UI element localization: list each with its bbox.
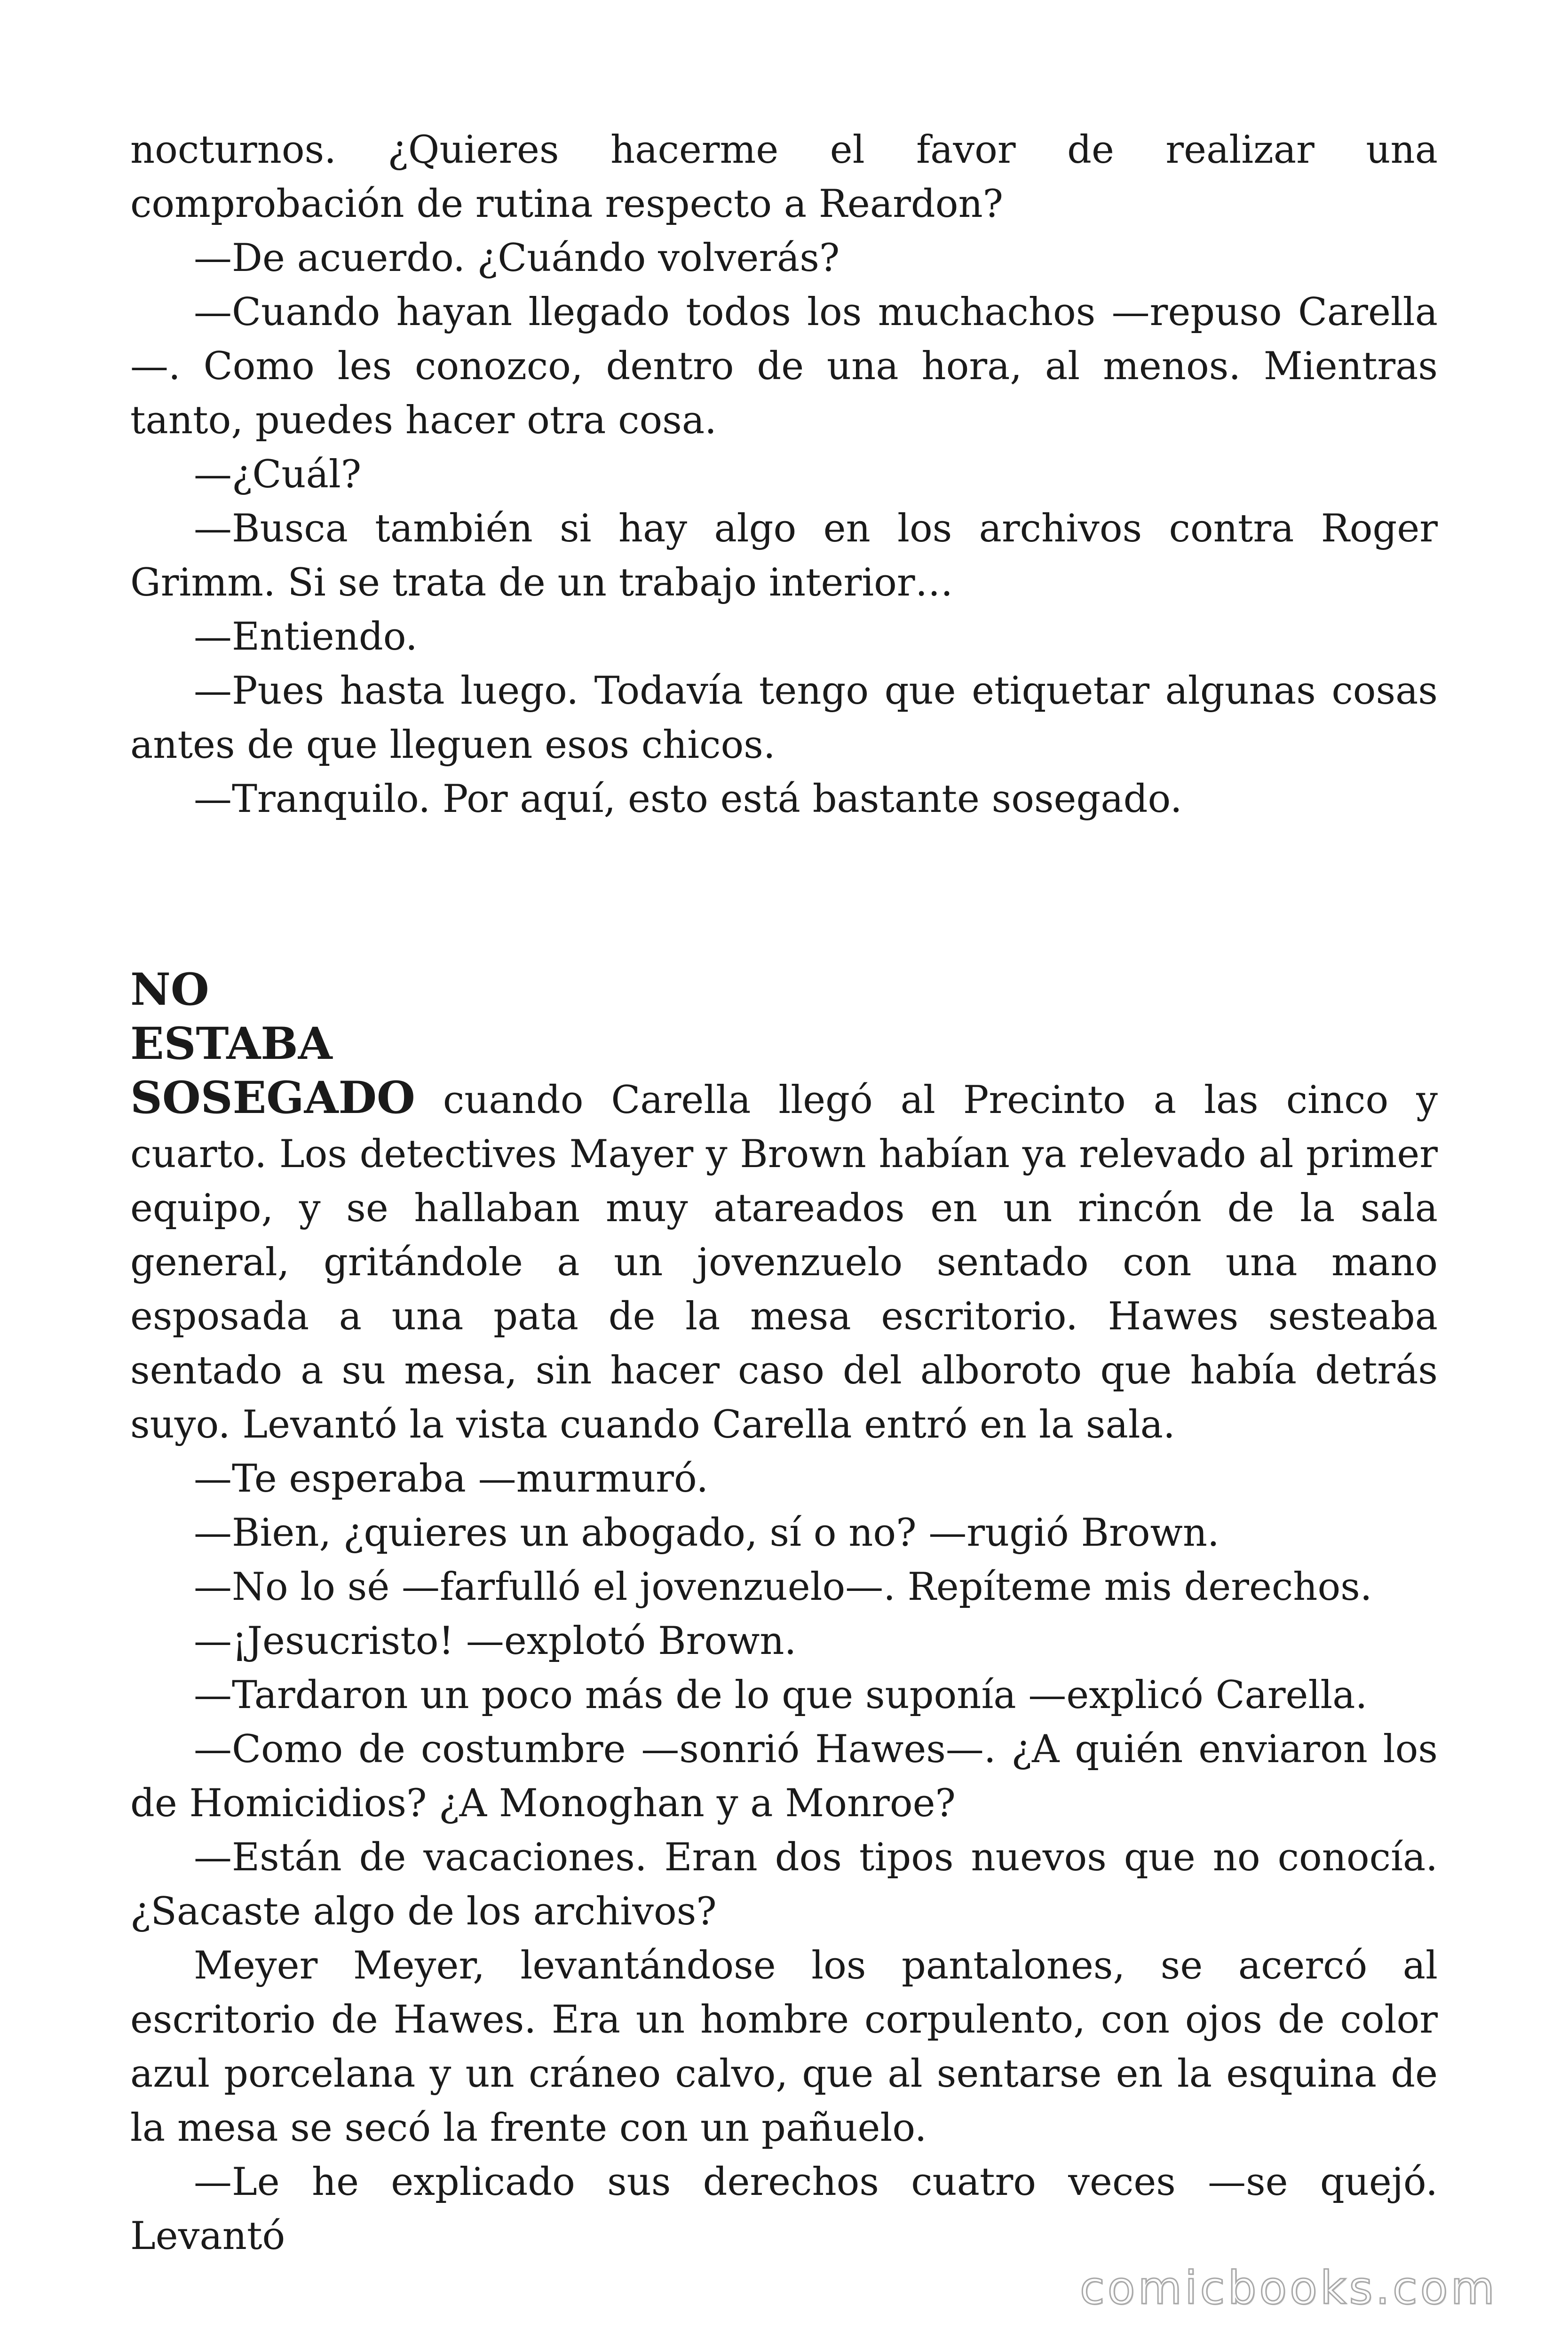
- paragraph: —Busca también si hay algo en los archivos contra Roger Grimm. Si se trata de un trabajo interior…: [130, 507, 1438, 605]
- section-heading-inline: SOSEGADO: [130, 1072, 415, 1124]
- paragraph: —Entiendo.: [194, 615, 418, 659]
- section-two: [130, 963, 1438, 2264]
- paragraph: —Están de vacaciones. Eran dos tipos nuevos que no conocía. ¿Sacaste algo de los archivos?: [130, 1836, 1438, 1934]
- paragraph: —¿Cuál?: [194, 453, 362, 497]
- opening-paragraph: [130, 1071, 1438, 1452]
- paragraph: —De acuerdo. ¿Cuándo volverás?: [194, 236, 840, 280]
- section-one: [130, 123, 1438, 826]
- opening-paragraph-text: cuando Carella llegó al Precinto a las cinco y cuarto. Los detectives Mayer y Brown habían ya relevado al primer equipo, y se hallaban muy atareados en un rincón de la sala general, gritándole a un jovenzuelo sentado con una mano esposada a una pata de la mesa escritorio. Hawes sesteaba sentado a su mesa, sin hacer caso del alboroto que había detrás suyo. Levantó la vista cuando Carella entró en la sala.: [130, 1078, 1438, 1447]
- paragraph: —Tranquilo. Por aquí, esto está bastante sosegado.: [194, 777, 1182, 821]
- paragraph: —No lo sé —farfulló el jovenzuelo—. Repíteme mis derechos.: [194, 1565, 1372, 1609]
- book-page: [130, 123, 1438, 2264]
- paragraph: —Tardaron un poco más de lo que suponía —explicó Carella.: [194, 1673, 1368, 1717]
- paragraph: —Cuando hayan llegado todos los muchachos —repuso Carella —. Como les conozco, dentro de una hora, al menos. Mientras tanto, puedes hacer otra cosa.: [130, 290, 1438, 443]
- paragraph: —Te esperaba —murmuró.: [194, 1457, 709, 1501]
- paragraph: —¡Jesucristo! —explotó Brown.: [194, 1619, 797, 1663]
- watermark: comicbooks.com: [1079, 2262, 1497, 2314]
- paragraph: nocturnos. ¿Quieres hacerme el favor de realizar una comprobación de rutina respecto a Reardon?: [130, 128, 1438, 226]
- section-heading-line: NO: [130, 964, 209, 1016]
- section-heading-line: ESTABA: [130, 1018, 333, 1070]
- paragraph: —Bien, ¿quieres un abogado, sí o no? —rugió Brown.: [194, 1511, 1220, 1555]
- paragraph: Meyer Meyer, levantándose los pantalones, se acercó al escritorio de Hawes. Era un hombre corpulento, con ojos de color azul porcelana y un cráneo calvo, que al sentarse en la esquina de la mesa se secó la frente con un pañuelo.: [130, 1944, 1438, 2150]
- paragraph: —Pues hasta luego. Todavía tengo que etiquetar algunas cosas antes de que lleguen esos chicos.: [130, 669, 1438, 767]
- section-break: [130, 826, 1438, 963]
- paragraph: —Le he explicado sus derechos cuatro veces —se quejó. Levantó: [130, 2160, 1438, 2258]
- paragraph: —Como de costumbre —sonrió Hawes—. ¿A quién enviaron los de Homicidios? ¿A Monoghan y a Monroe?: [130, 1727, 1438, 1826]
